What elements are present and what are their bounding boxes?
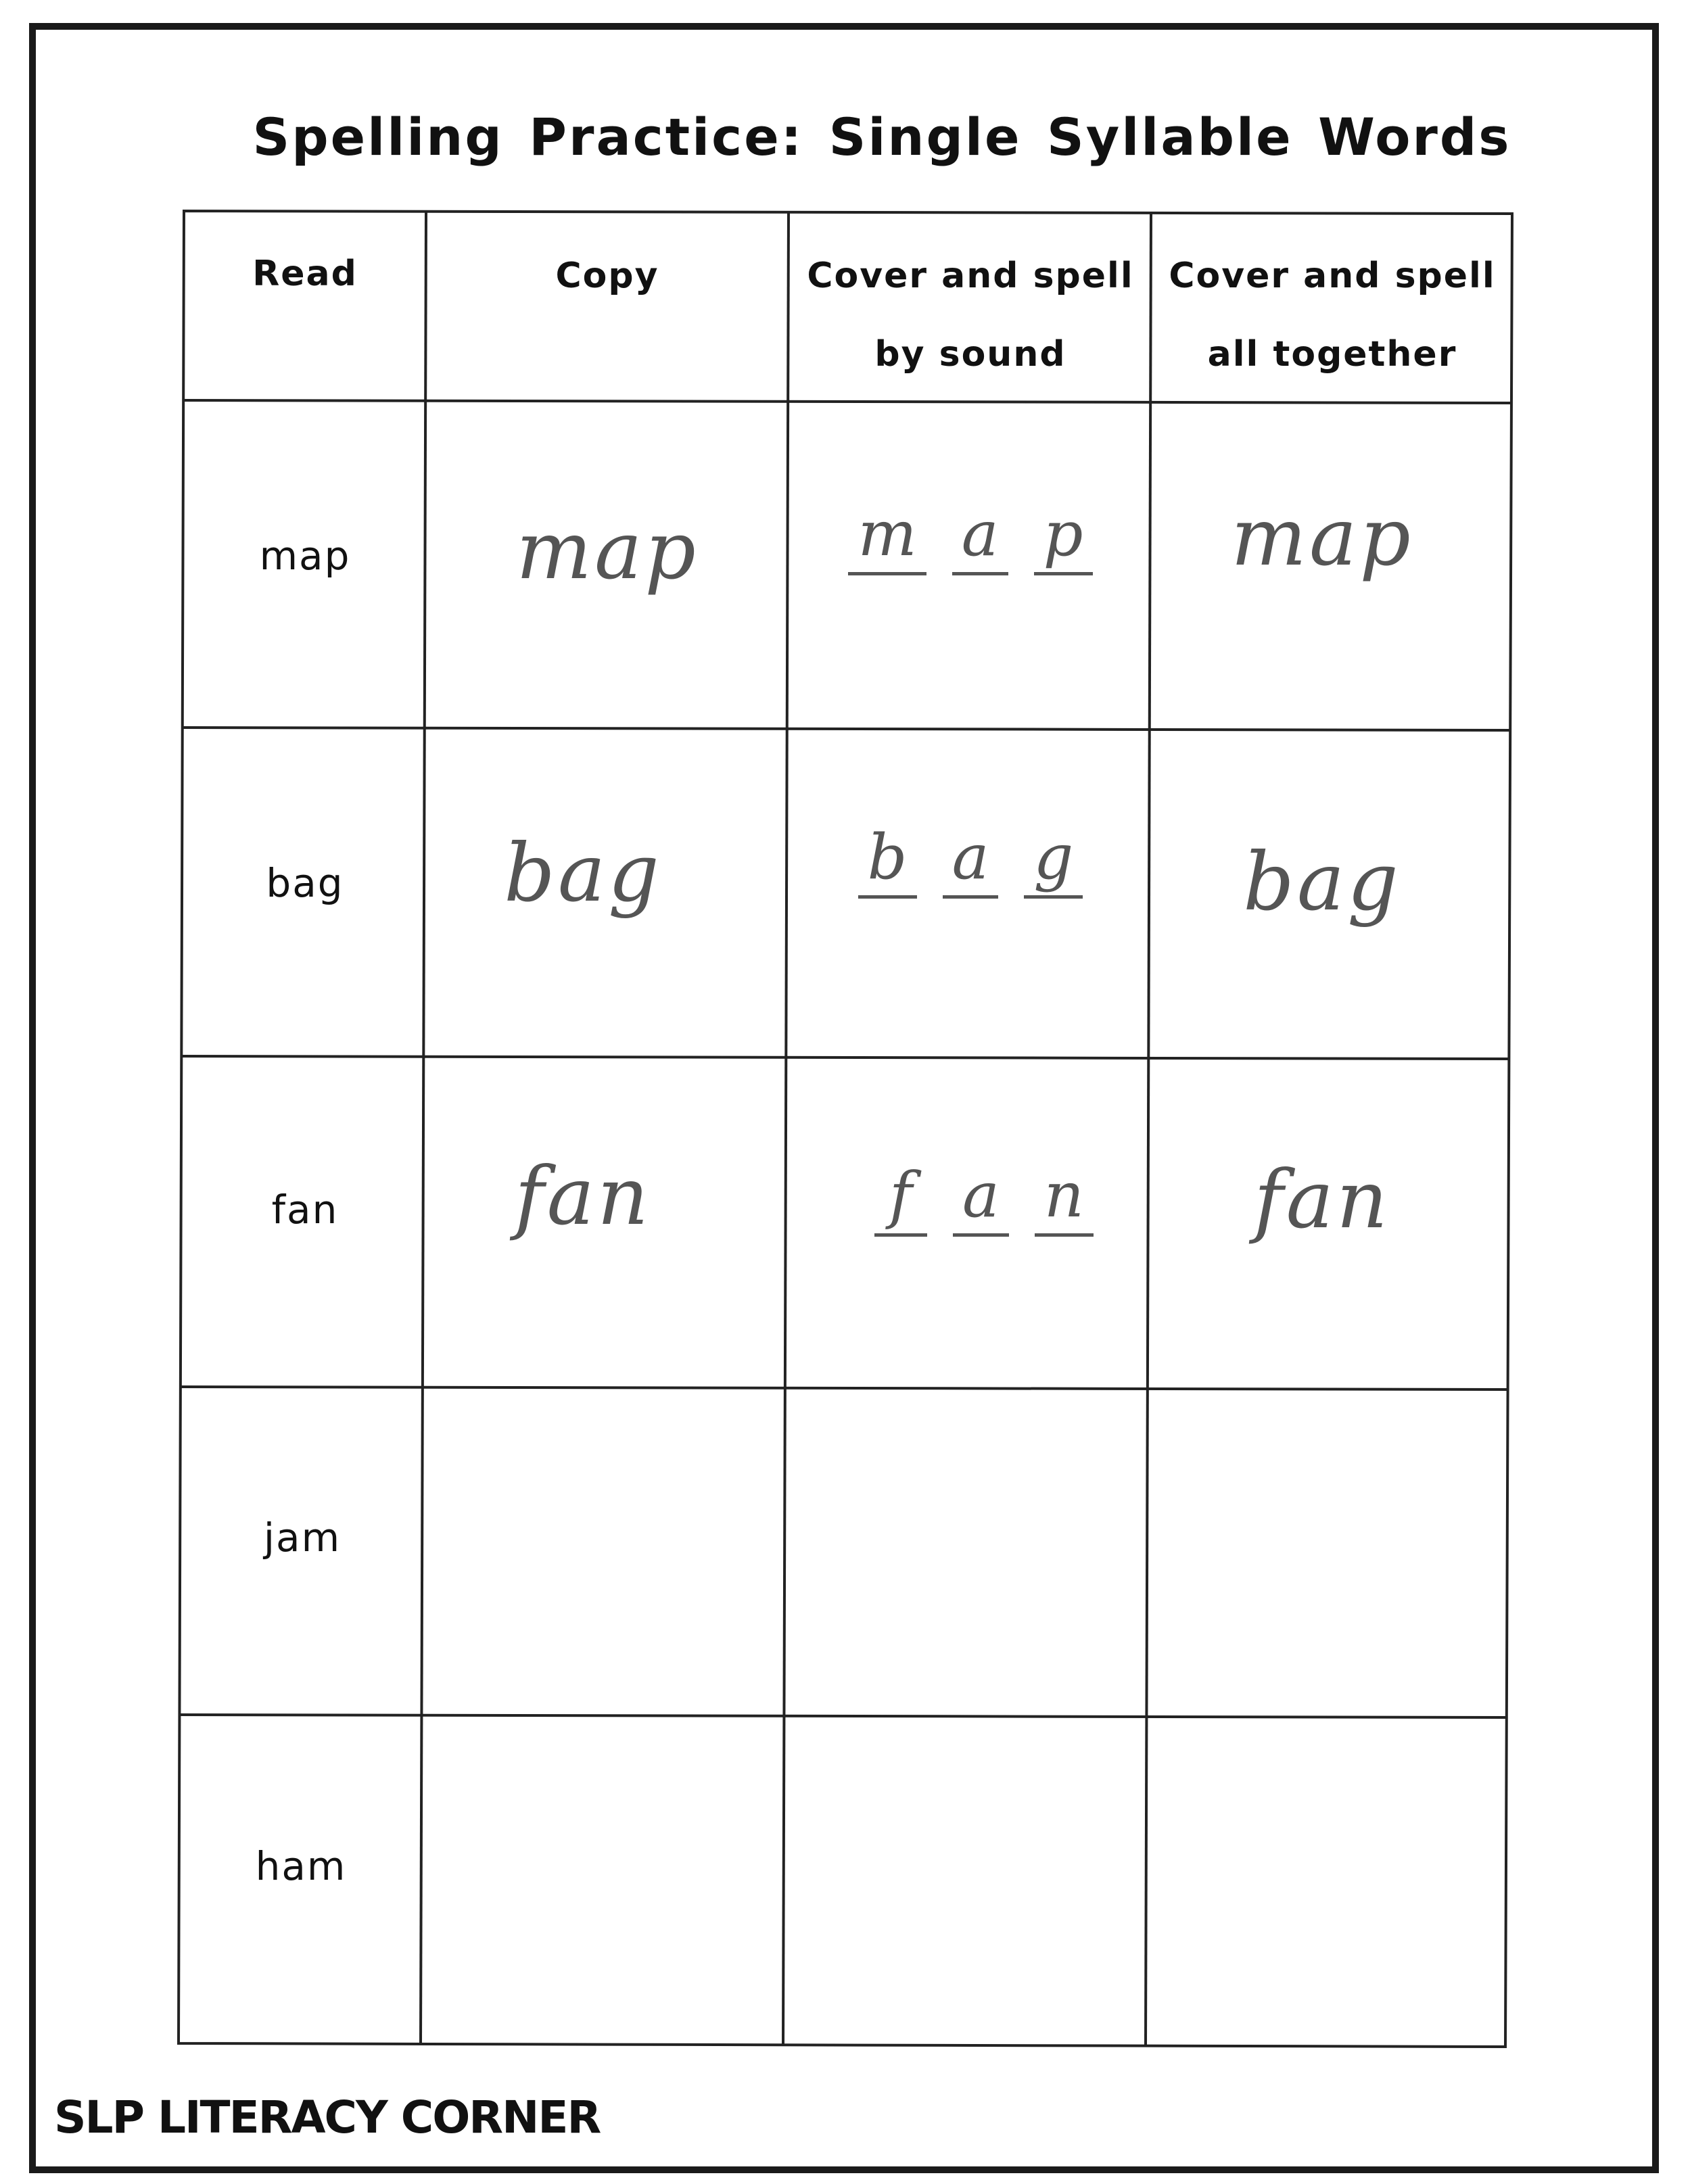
sound-letter: a <box>953 1162 1009 1237</box>
read-word: bag <box>266 860 344 906</box>
together-answer[interactable]: bag <box>1243 835 1401 928</box>
header-spell-by-sound-line1: Cover and spell <box>807 256 1134 296</box>
header-spell-by-sound <box>791 237 1150 394</box>
header-spell-together-line1: Cover and spell <box>1169 256 1496 296</box>
sound-letter: a <box>952 500 1008 575</box>
header-read-label: Read <box>252 254 358 294</box>
row-divider-4 <box>180 1715 1507 1717</box>
col-divider-3 <box>1146 213 1151 2045</box>
together-answer-empty[interactable] <box>1151 1722 1503 2039</box>
copy-answer[interactable]: map <box>516 504 699 597</box>
row-divider-1 <box>183 728 1510 730</box>
read-word: jam <box>263 1515 342 1561</box>
header-copy-label: Copy <box>555 256 659 296</box>
read-word: ham <box>255 1843 347 1889</box>
row-divider-2 <box>183 1056 1509 1059</box>
brand-footer: SLP LITERACY CORNER <box>54 2091 601 2143</box>
sound-letter: a <box>943 824 999 899</box>
row-divider-3 <box>181 1387 1508 1390</box>
together-answer-empty[interactable] <box>1152 1393 1504 1711</box>
sound-letter: g <box>1024 824 1083 899</box>
sound-letter: p <box>1034 500 1093 575</box>
worksheet-title: Spelling Practice: Single Syllable Words <box>252 107 1511 167</box>
read-word: fan <box>271 1187 339 1233</box>
header-spell-together <box>1153 237 1511 394</box>
together-answer[interactable]: fan <box>1253 1153 1391 1246</box>
copy-answer-empty[interactable] <box>426 1722 778 2039</box>
read-word: map <box>259 533 351 579</box>
header-spell-by-sound-line2: by sound <box>874 334 1066 375</box>
copy-answer[interactable]: fan <box>514 1149 652 1243</box>
row-divider-header <box>184 400 1511 403</box>
together-answer[interactable]: map <box>1231 490 1413 584</box>
sound-spelling[interactable] <box>791 821 1150 899</box>
col-divider-2 <box>783 212 789 2045</box>
sound-spelling-empty[interactable] <box>790 1393 1142 1711</box>
sound-letter: m <box>848 500 926 575</box>
sound-letter: n <box>1035 1162 1094 1237</box>
sound-letter: b <box>858 824 917 899</box>
header-spell-together-line2: all together <box>1207 334 1457 375</box>
sound-spelling[interactable] <box>805 1159 1163 1237</box>
copy-answer[interactable]: bag <box>504 826 662 920</box>
copy-answer-empty[interactable] <box>427 1393 779 1711</box>
header-copy <box>429 237 786 315</box>
header-read <box>187 235 423 313</box>
col-divider-1 <box>421 212 426 2044</box>
sound-letter: f <box>874 1162 927 1237</box>
sound-spelling[interactable] <box>791 500 1150 575</box>
sound-spelling-empty[interactable] <box>789 1722 1140 2039</box>
